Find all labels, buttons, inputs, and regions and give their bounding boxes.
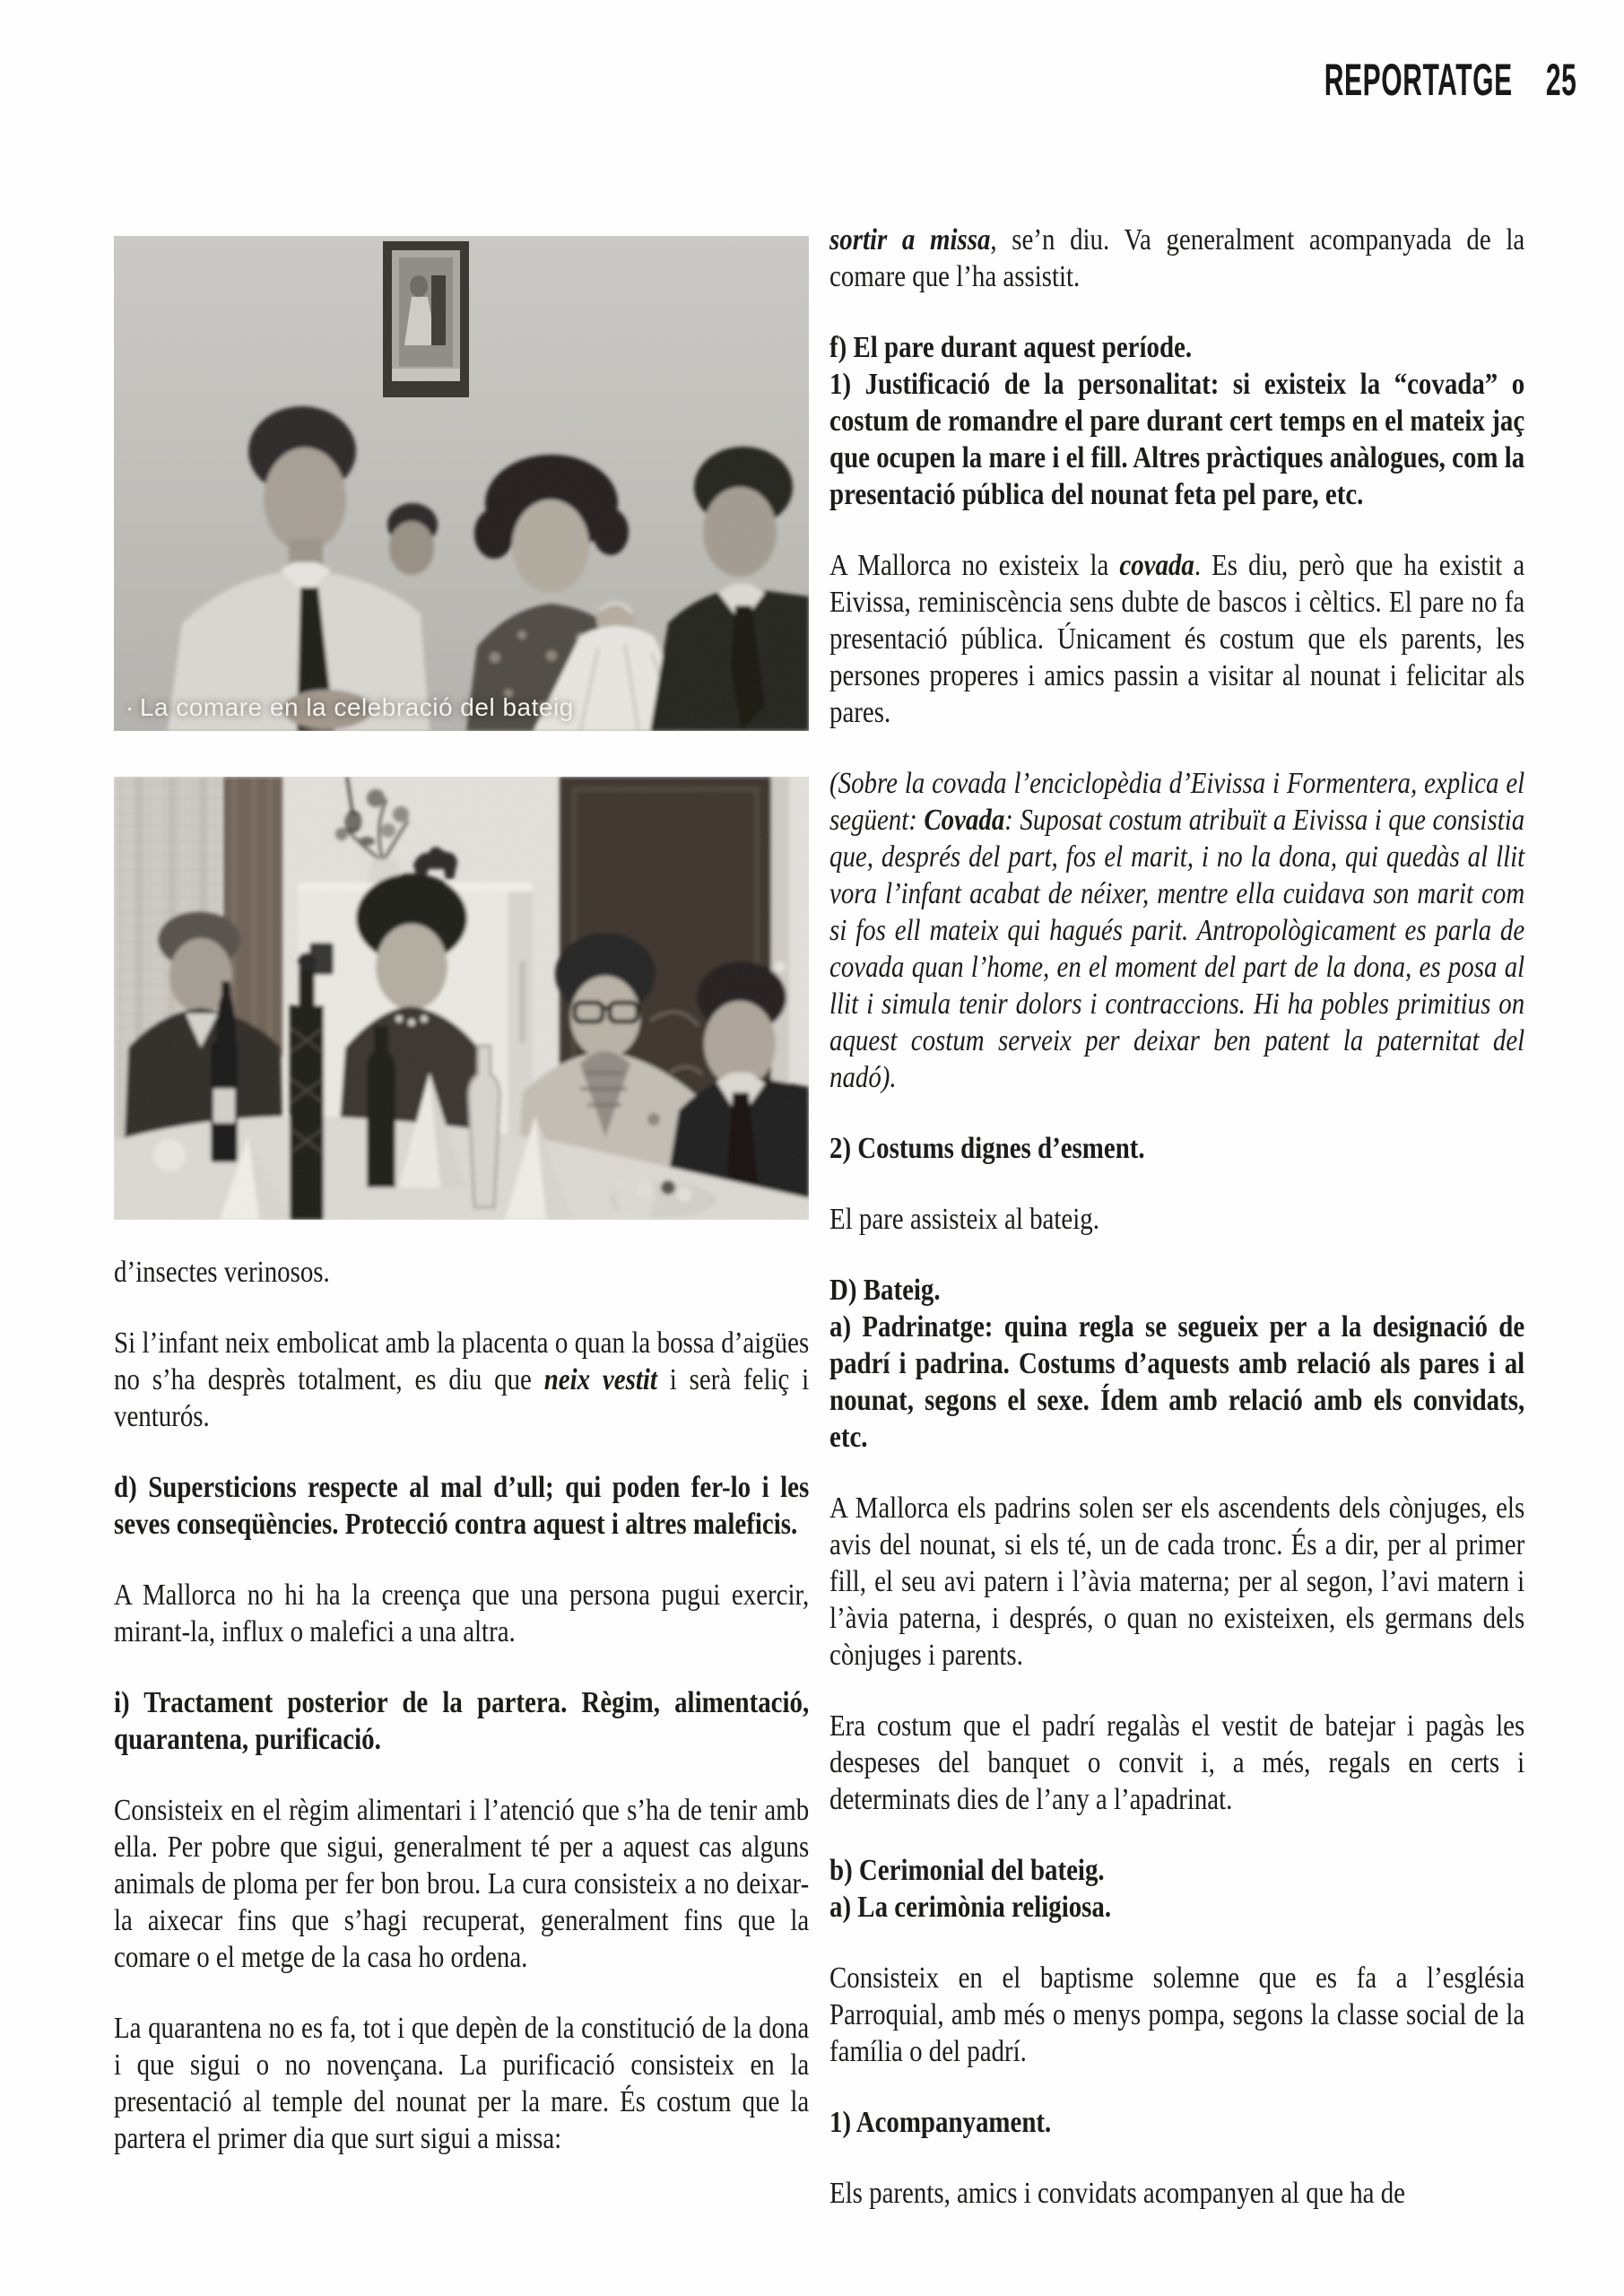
paragraph-text: A Mallorca no existeix la bbox=[829, 549, 1120, 582]
paragraph-text: La quarantena no es fa, tot i que depèn de la constitució de la dona i que sigui o no novençana. La purificació consisteix en la presentació al temple del nounat per la mare. És costum que la partera el primer dia que surt sigui a missa: bbox=[114, 2012, 810, 2155]
caption-text: La comare en la celebració del bateig bbox=[139, 693, 574, 721]
section-heading bbox=[829, 1852, 1524, 1889]
emphasis-text: sortir a missa bbox=[829, 223, 991, 257]
heading-text: a) Padrinatge: quina regla se segueix per a la designació de padrí i padrina. Costums d’aquests amb relació als pares i al nounat, segons el sexe. Ídem amb relació amb els convidats, etc. bbox=[829, 1310, 1525, 1454]
page-number: 25 bbox=[1545, 55, 1576, 105]
left-column bbox=[114, 1254, 809, 2191]
body-paragraph bbox=[114, 1325, 809, 1435]
film-grain-overlay bbox=[114, 777, 809, 1220]
heading-text: 1) Acompanyament. bbox=[829, 2106, 1052, 2139]
heading-text: b) Cerimonial del bateig. bbox=[829, 1854, 1105, 1887]
paragraph-text: : Suposat costum atribuït a Eivissa i que consistia que, després del part, fos el marit, i no la dona, qui quedàs al llit vora l’infant acabat de néixer, mentre ella cuidava son marit com si fos ell mateix qui hagués parit. Antropològicament es parla de covada quan l’home, en el moment del part de la dona, es posa al llit i simula tenir dolors i contraccions. Hi ha pobles primitius on aquest costum serveix per deixar ben patent la paternitat del nadó). bbox=[829, 804, 1525, 1094]
paragraph-text: El pare assisteix al bateig. bbox=[829, 1203, 1099, 1236]
section-heading bbox=[829, 1272, 1524, 1309]
body-paragraph bbox=[829, 2175, 1524, 2212]
body-paragraph bbox=[114, 1792, 809, 1976]
section-heading bbox=[829, 329, 1524, 366]
body-paragraph bbox=[829, 1960, 1524, 2070]
section-heading bbox=[829, 366, 1524, 513]
paragraph-text: Consisteix en el baptisme solemne que es fa a l’església Parroquial, amb més o menys pompa, segons la classe social de la família o del padrí. bbox=[829, 1961, 1525, 2068]
body-paragraph bbox=[114, 2010, 809, 2157]
paragraph-text: A Mallorca no hi ha la creença que una persona pugui exercir, mirant-la, influx o malefici a una altra. bbox=[114, 1578, 810, 1648]
paragraph-text: Si l’infant neix embolicat amb la placenta o quan la bossa d’aigües no s’ha desprès totalment, es diu que bbox=[114, 1326, 810, 1396]
paragraph-text: d’insectes verinosos. bbox=[114, 1256, 330, 1289]
section-heading bbox=[114, 1469, 809, 1543]
emphasis-text: Covada bbox=[924, 804, 1005, 837]
heading-text: 2) Costums dignes d’esment. bbox=[829, 1132, 1145, 1165]
paragraph-text: , se’n diu. Va generalment acompanyada de la comare que l’ha assistit. bbox=[829, 223, 1525, 293]
paragraph-text: Els parents, amics i convidats acompanyen al que ha de bbox=[829, 2177, 1406, 2210]
body-paragraph bbox=[114, 1577, 809, 1650]
body-paragraph bbox=[829, 1708, 1524, 1818]
body-paragraph bbox=[829, 1490, 1524, 1674]
section-heading bbox=[114, 1684, 809, 1758]
right-column bbox=[829, 222, 1524, 2246]
page-header bbox=[1324, 54, 1576, 106]
paragraph-text: Era costum que el padrí regalàs el vestit de batejar i pagàs les despeses del banquet o convit i, a més, regals en certs i determinats dies de l’any a l’apadrinat. bbox=[829, 1709, 1525, 1816]
heading-text: d) Supersticions respecte al mal d’ull; qui poden fer-lo i les seves conseqüències. Protecció contra aquest i altres maleficis. bbox=[114, 1471, 810, 1541]
photo-caption bbox=[126, 693, 574, 722]
photo-family-table bbox=[114, 777, 809, 1220]
emphasis-text: neix vestit bbox=[543, 1363, 657, 1396]
heading-text: D) Bateig. bbox=[829, 1274, 941, 1307]
body-paragraph bbox=[829, 1201, 1524, 1238]
film-grain-overlay bbox=[114, 236, 809, 731]
heading-text: i) Tractament posterior de la partera. Règim, alimentació, quarantena, purificació. bbox=[114, 1686, 810, 1756]
section-title: REPORTATGE bbox=[1324, 55, 1513, 105]
paragraph-text: A Mallorca els padrins solen ser els ascendents dels cònjuges, els avis del nounat, si els té, un de cada tronc. És a dir, per al primer fill, el seu avi patern i l’àvia materna; per al segon, l’avi matern i l’àvia paterna, i després, o quan no existeixen, els germans dels cònjuges i parents. bbox=[829, 1492, 1525, 1672]
paragraph-text: i serà feliç i venturós. bbox=[114, 1363, 810, 1433]
caption-marker: · bbox=[126, 693, 135, 721]
encyclopedia-quote bbox=[829, 765, 1524, 1096]
heading-text: f) El pare durant aquest període. bbox=[829, 331, 1193, 364]
photo-bateig-illustration bbox=[114, 236, 809, 731]
body-paragraph bbox=[829, 547, 1524, 731]
emphasis-text: covada bbox=[1119, 549, 1194, 582]
heading-text: a) La cerimònia religiosa. bbox=[829, 1891, 1112, 1924]
section-heading bbox=[829, 1309, 1524, 1456]
heading-text: 1) Justificació de la personalitat: si existeix la “covada” o costum de romandre el pare durant cert temps en el mateix jaç que ocupen la mare i el fill. Altres pràctiques anàlogues, com la presentació pública del nounat feta pel pare, etc. bbox=[829, 368, 1525, 511]
photo-table-illustration bbox=[114, 777, 809, 1220]
section-heading bbox=[829, 2104, 1524, 2141]
photo-bateig-celebration bbox=[114, 236, 809, 731]
section-heading bbox=[829, 1130, 1524, 1167]
paragraph-text: Consisteix en el règim alimentari i l’atenció que s’ha de tenir amb ella. Per pobre que sigui, generalment té per a aquest cas alguns animals de ploma per fer bon brou. La cura consisteix a no deixar-la aixecar fins que s’hagi recuperat, generalment fins que la comare o el metge de la casa ho ordena. bbox=[114, 1794, 810, 1974]
paragraph-text: . Es diu, però que ha existit a Eivissa, reminiscència sens dubte de bascos i cèltics. El pare no fa presentació pública. Únicament és costum que els parents, les persones properes i amics passin a visitar al nounat i felicitar als pares. bbox=[829, 549, 1525, 729]
section-heading bbox=[829, 1889, 1524, 1926]
body-paragraph bbox=[829, 222, 1524, 295]
paragraph-text: (Sobre la covada l’enciclopèdia d’Eivissa i Formentera, explica el següent: bbox=[829, 767, 1525, 837]
body-paragraph bbox=[114, 1254, 809, 1291]
